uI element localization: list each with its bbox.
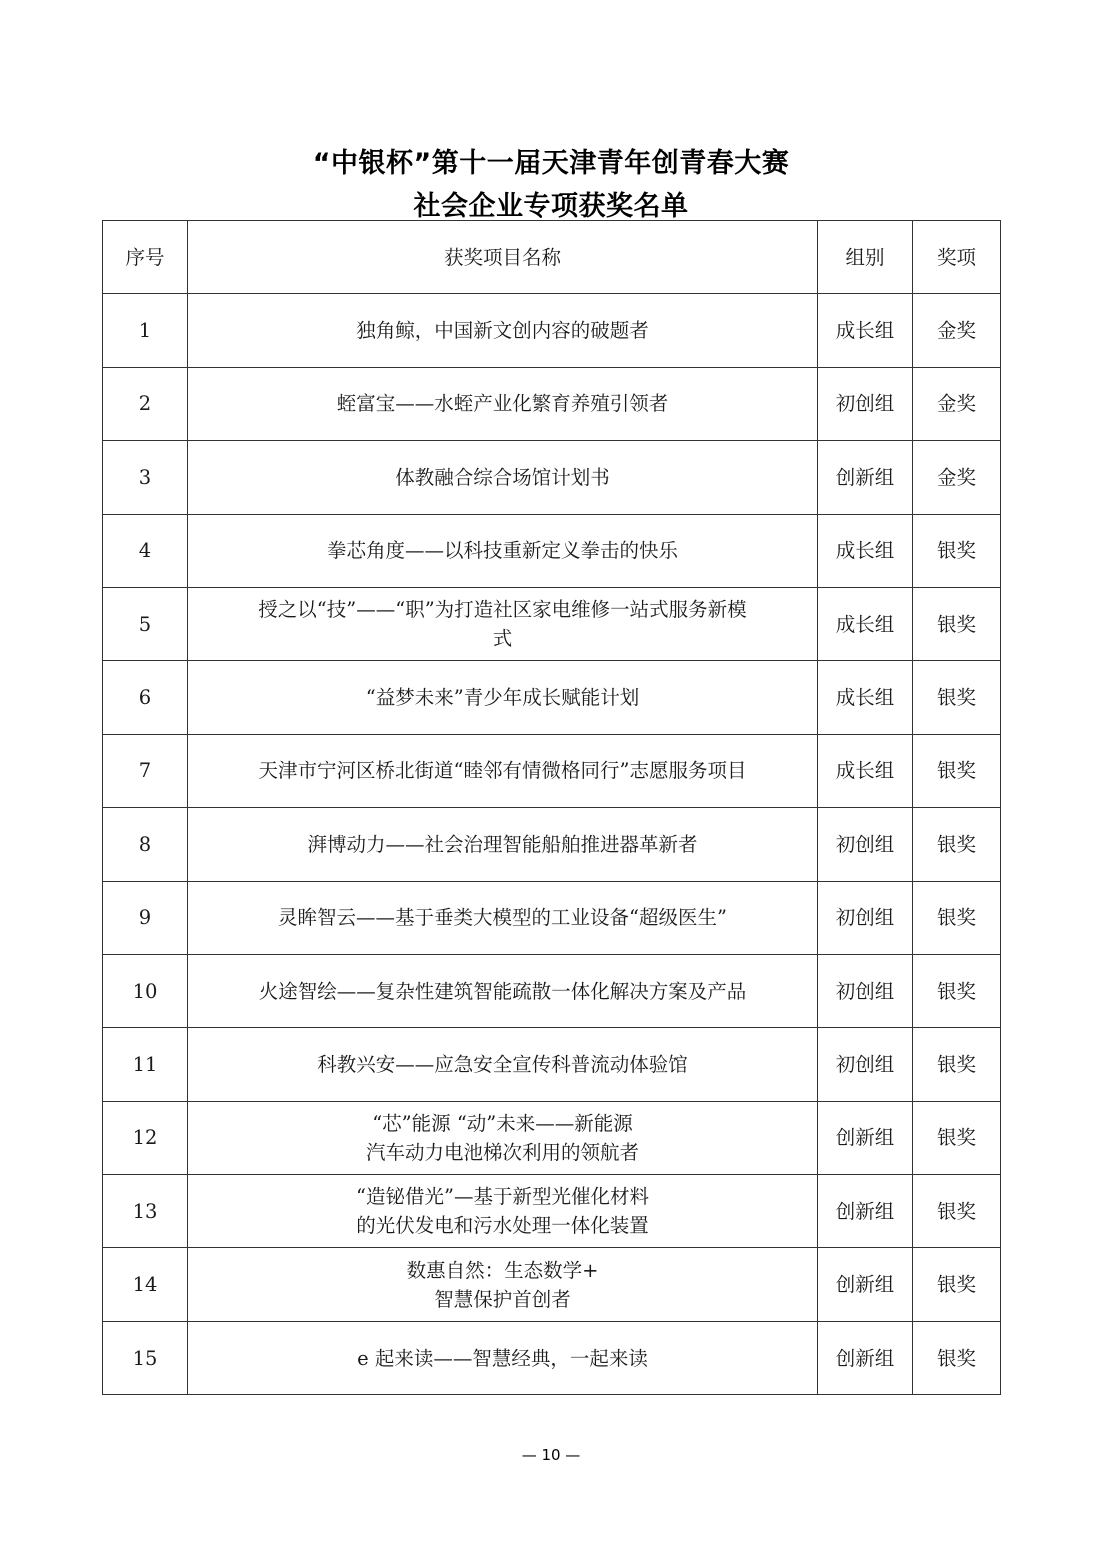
row-project-name bbox=[188, 734, 818, 807]
project-name-line: “益梦未来”青少年成长赋能计划 bbox=[365, 686, 640, 710]
table-row bbox=[103, 808, 1001, 881]
row-project-name bbox=[188, 1101, 818, 1174]
project-name-line: 火途智绘——复杂性建筑智能疏散一体化解决方案及产品 bbox=[258, 979, 747, 1003]
project-name-line: 科教兴安——应急安全宣传科普流动体验馆 bbox=[317, 1052, 688, 1076]
row-group: 成长组 bbox=[818, 294, 913, 367]
row-project-name bbox=[188, 808, 818, 881]
row-award: 银奖 bbox=[913, 661, 1001, 734]
awards-table bbox=[102, 220, 1001, 1395]
row-serial-number: 7 bbox=[103, 734, 188, 807]
project-name-line: 汽车动力电池梯次利用的领航者 bbox=[365, 1140, 639, 1164]
row-group: 成长组 bbox=[818, 661, 913, 734]
project-name-line: 灵眸智云——基于垂类大模型的工业设备“超级医生” bbox=[278, 906, 727, 930]
table-row bbox=[103, 1321, 1001, 1394]
project-name-line: 蛭富宝——水蛭产业化繁育养殖引领者 bbox=[336, 392, 669, 416]
row-project-name bbox=[188, 954, 818, 1027]
table-row bbox=[103, 734, 1001, 807]
table-row bbox=[103, 954, 1001, 1027]
row-serial-number: 3 bbox=[103, 441, 188, 514]
row-group: 创新组 bbox=[818, 1175, 913, 1248]
row-group: 初创组 bbox=[818, 954, 913, 1027]
row-award: 银奖 bbox=[913, 1321, 1001, 1394]
project-name-line: “芯”能源 “动”未来——新能源 bbox=[372, 1111, 633, 1135]
row-group: 创新组 bbox=[818, 441, 913, 514]
row-group: 创新组 bbox=[818, 1321, 913, 1394]
awards-table-body bbox=[103, 294, 1001, 1395]
project-name-line: 智慧保护首创者 bbox=[434, 1287, 571, 1311]
document-title: “中银杯”第十一届天津青年创青春大赛 bbox=[312, 148, 790, 179]
project-name-line: 的光伏发电和污水处理一体化装置 bbox=[356, 1214, 649, 1238]
row-project-name bbox=[188, 1321, 818, 1394]
row-project-name bbox=[188, 1028, 818, 1101]
row-project-name bbox=[188, 514, 818, 587]
row-serial-number: 14 bbox=[103, 1248, 188, 1321]
row-group: 初创组 bbox=[818, 367, 913, 440]
row-project-name bbox=[188, 294, 818, 367]
header-award: 奖项 bbox=[913, 221, 1001, 294]
row-project-name bbox=[188, 1248, 818, 1321]
project-name-line: 湃博动力——社会治理智能船舶推进器革新者 bbox=[307, 832, 698, 856]
table-row bbox=[103, 1248, 1001, 1321]
row-serial-number: 11 bbox=[103, 1028, 188, 1101]
table-row bbox=[103, 514, 1001, 587]
row-project-name bbox=[188, 881, 818, 954]
row-award: 银奖 bbox=[913, 1028, 1001, 1101]
table-header-row bbox=[103, 221, 1001, 294]
row-serial-number: 10 bbox=[103, 954, 188, 1027]
row-group: 成长组 bbox=[818, 734, 913, 807]
project-name-line: 体教融合综合场馆计划书 bbox=[395, 465, 610, 489]
project-name-line: 天津市宁河区桥北街道“睦邻有情微格同行”志愿服务项目 bbox=[258, 759, 747, 783]
table-row bbox=[103, 294, 1001, 367]
row-award: 金奖 bbox=[913, 367, 1001, 440]
row-award: 银奖 bbox=[913, 808, 1001, 881]
row-award: 银奖 bbox=[913, 514, 1001, 587]
row-serial-number: 15 bbox=[103, 1321, 188, 1394]
table-row bbox=[103, 367, 1001, 440]
row-group: 初创组 bbox=[818, 881, 913, 954]
table-row bbox=[103, 661, 1001, 734]
project-name-line: 授之以“技”——“职”为打造社区家电维修一站式服务新模 bbox=[258, 598, 747, 622]
project-name-line: 拳芯角度——以科技重新定义拳击的快乐 bbox=[326, 539, 678, 563]
row-group: 创新组 bbox=[818, 1248, 913, 1321]
row-serial-number: 6 bbox=[103, 661, 188, 734]
row-group: 初创组 bbox=[818, 808, 913, 881]
table-row bbox=[103, 881, 1001, 954]
row-award: 金奖 bbox=[913, 294, 1001, 367]
row-serial-number: 5 bbox=[103, 587, 188, 660]
row-award: 银奖 bbox=[913, 1248, 1001, 1321]
row-group: 初创组 bbox=[818, 1028, 913, 1101]
row-group: 成长组 bbox=[818, 514, 913, 587]
row-serial-number: 13 bbox=[103, 1175, 188, 1248]
row-serial-number: 12 bbox=[103, 1101, 188, 1174]
row-award: 银奖 bbox=[913, 954, 1001, 1027]
header-serial-number: 序号 bbox=[103, 221, 188, 294]
table-row bbox=[103, 441, 1001, 514]
table-row bbox=[103, 1101, 1001, 1174]
row-project-name bbox=[188, 1175, 818, 1248]
table-row bbox=[103, 587, 1001, 660]
document-subtitle: 社会企业专项获奖名单 bbox=[413, 191, 689, 222]
project-name-line: “造铋借光”—基于新型光催化材料 bbox=[356, 1185, 649, 1209]
project-name-line: e 起来读——智慧经典，一起来读 bbox=[357, 1346, 648, 1370]
project-name-line: 式 bbox=[492, 627, 513, 651]
project-name-line: 独角鲸，中国新文创内容的破题者 bbox=[356, 319, 649, 343]
row-serial-number: 4 bbox=[103, 514, 188, 587]
row-serial-number: 2 bbox=[103, 367, 188, 440]
header-group: 组别 bbox=[818, 221, 913, 294]
table-row bbox=[103, 1175, 1001, 1248]
row-serial-number: 1 bbox=[103, 294, 188, 367]
page-number: — 10 — bbox=[521, 1446, 581, 1464]
row-project-name bbox=[188, 441, 818, 514]
row-group: 创新组 bbox=[818, 1101, 913, 1174]
row-award: 金奖 bbox=[913, 441, 1001, 514]
row-serial-number: 9 bbox=[103, 881, 188, 954]
row-serial-number: 8 bbox=[103, 808, 188, 881]
project-name-line: 数惠自然：生态数学+ bbox=[406, 1258, 599, 1282]
header-project-name: 获奖项目名称 bbox=[188, 221, 818, 294]
row-award: 银奖 bbox=[913, 1101, 1001, 1174]
row-award: 银奖 bbox=[913, 1175, 1001, 1248]
row-project-name bbox=[188, 367, 818, 440]
row-project-name bbox=[188, 587, 818, 660]
row-project-name bbox=[188, 661, 818, 734]
row-award: 银奖 bbox=[913, 587, 1001, 660]
table-row bbox=[103, 1028, 1001, 1101]
row-award: 银奖 bbox=[913, 734, 1001, 807]
row-award: 银奖 bbox=[913, 881, 1001, 954]
row-group: 成长组 bbox=[818, 587, 913, 660]
